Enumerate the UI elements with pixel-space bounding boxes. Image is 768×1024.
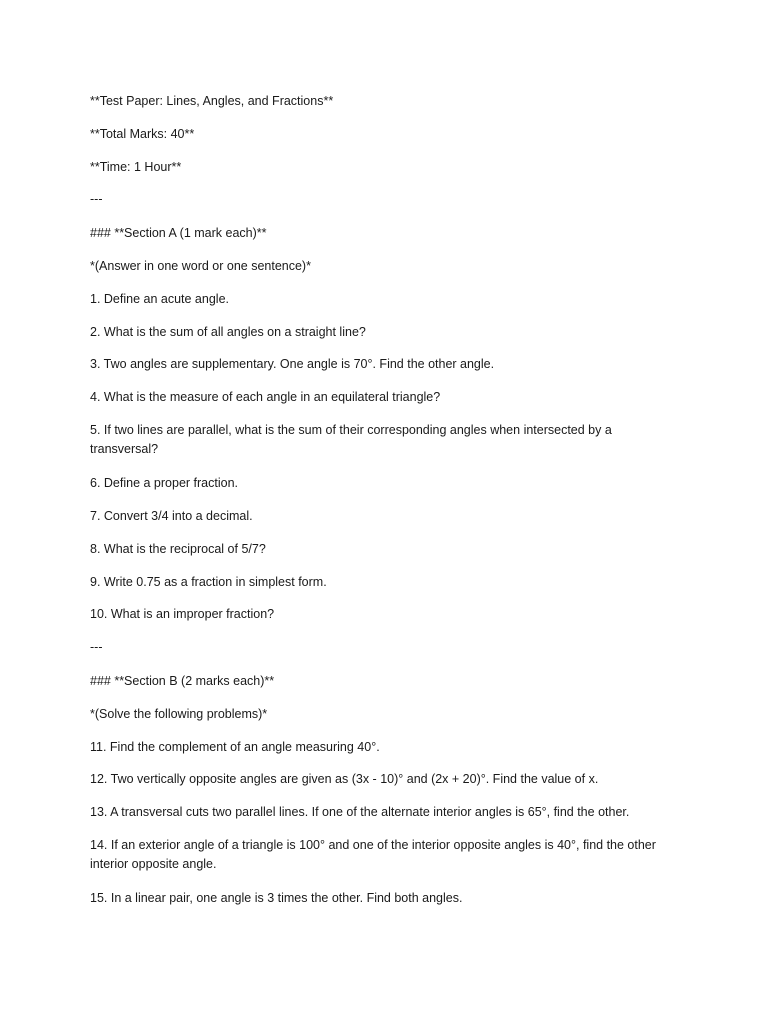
question-item: 4. What is the measure of each angle in an equilateral triangle? [90,390,441,404]
question-item: 9. Write 0.75 as a fraction in simplest form. [90,575,327,589]
divider: --- [90,640,103,654]
question-item: 10. What is an improper fraction? [90,607,275,621]
question-item: 8. What is the reciprocal of 5/7? [90,542,266,556]
question-item: 3. Two angles are supplementary. One angle is 70°. Find the other angle. [90,357,495,371]
section-a-instruction: *(Answer in one word or one sentence)* [90,259,311,273]
question-item: 14. If an exterior angle of a triangle is 100° and one of the interior opposite angles is 40°, find the other interior opposite angle. [90,838,656,871]
total-marks: **Total Marks: 40** [90,127,195,141]
question-item: 1. Define an acute angle. [90,292,229,306]
question-item: 7. Convert 3/4 into a decimal. [90,509,253,523]
section-a-heading: ### **Section A (1 mark each)** [90,226,267,240]
question-item: 15. In a linear pair, one angle is 3 times the other. Find both angles. [90,891,463,905]
paper-title: **Test Paper: Lines, Angles, and Fractions** [90,94,334,108]
question-item: 11. Find the complement of an angle measuring 40°. [90,740,380,754]
question-item: 12. Two vertically opposite angles are given as (3x - 10)° and (2x + 20)°. Find the value of x. [90,772,599,786]
question-item: 13. A transversal cuts two parallel lines. If one of the alternate interior angles is 65°, find the other. [90,805,630,819]
question-item: 6. Define a proper fraction. [90,476,238,490]
question-item: 2. What is the sum of all angles on a straight line? [90,325,366,339]
section-b-heading: ### **Section B (2 marks each)** [90,674,275,688]
section-b-instruction: *(Solve the following problems)* [90,707,268,721]
time-allowed: **Time: 1 Hour** [90,160,182,174]
divider: --- [90,192,103,206]
question-item: 5. If two lines are parallel, what is the sum of their corresponding angles when intersected by a transversal? [90,423,612,456]
